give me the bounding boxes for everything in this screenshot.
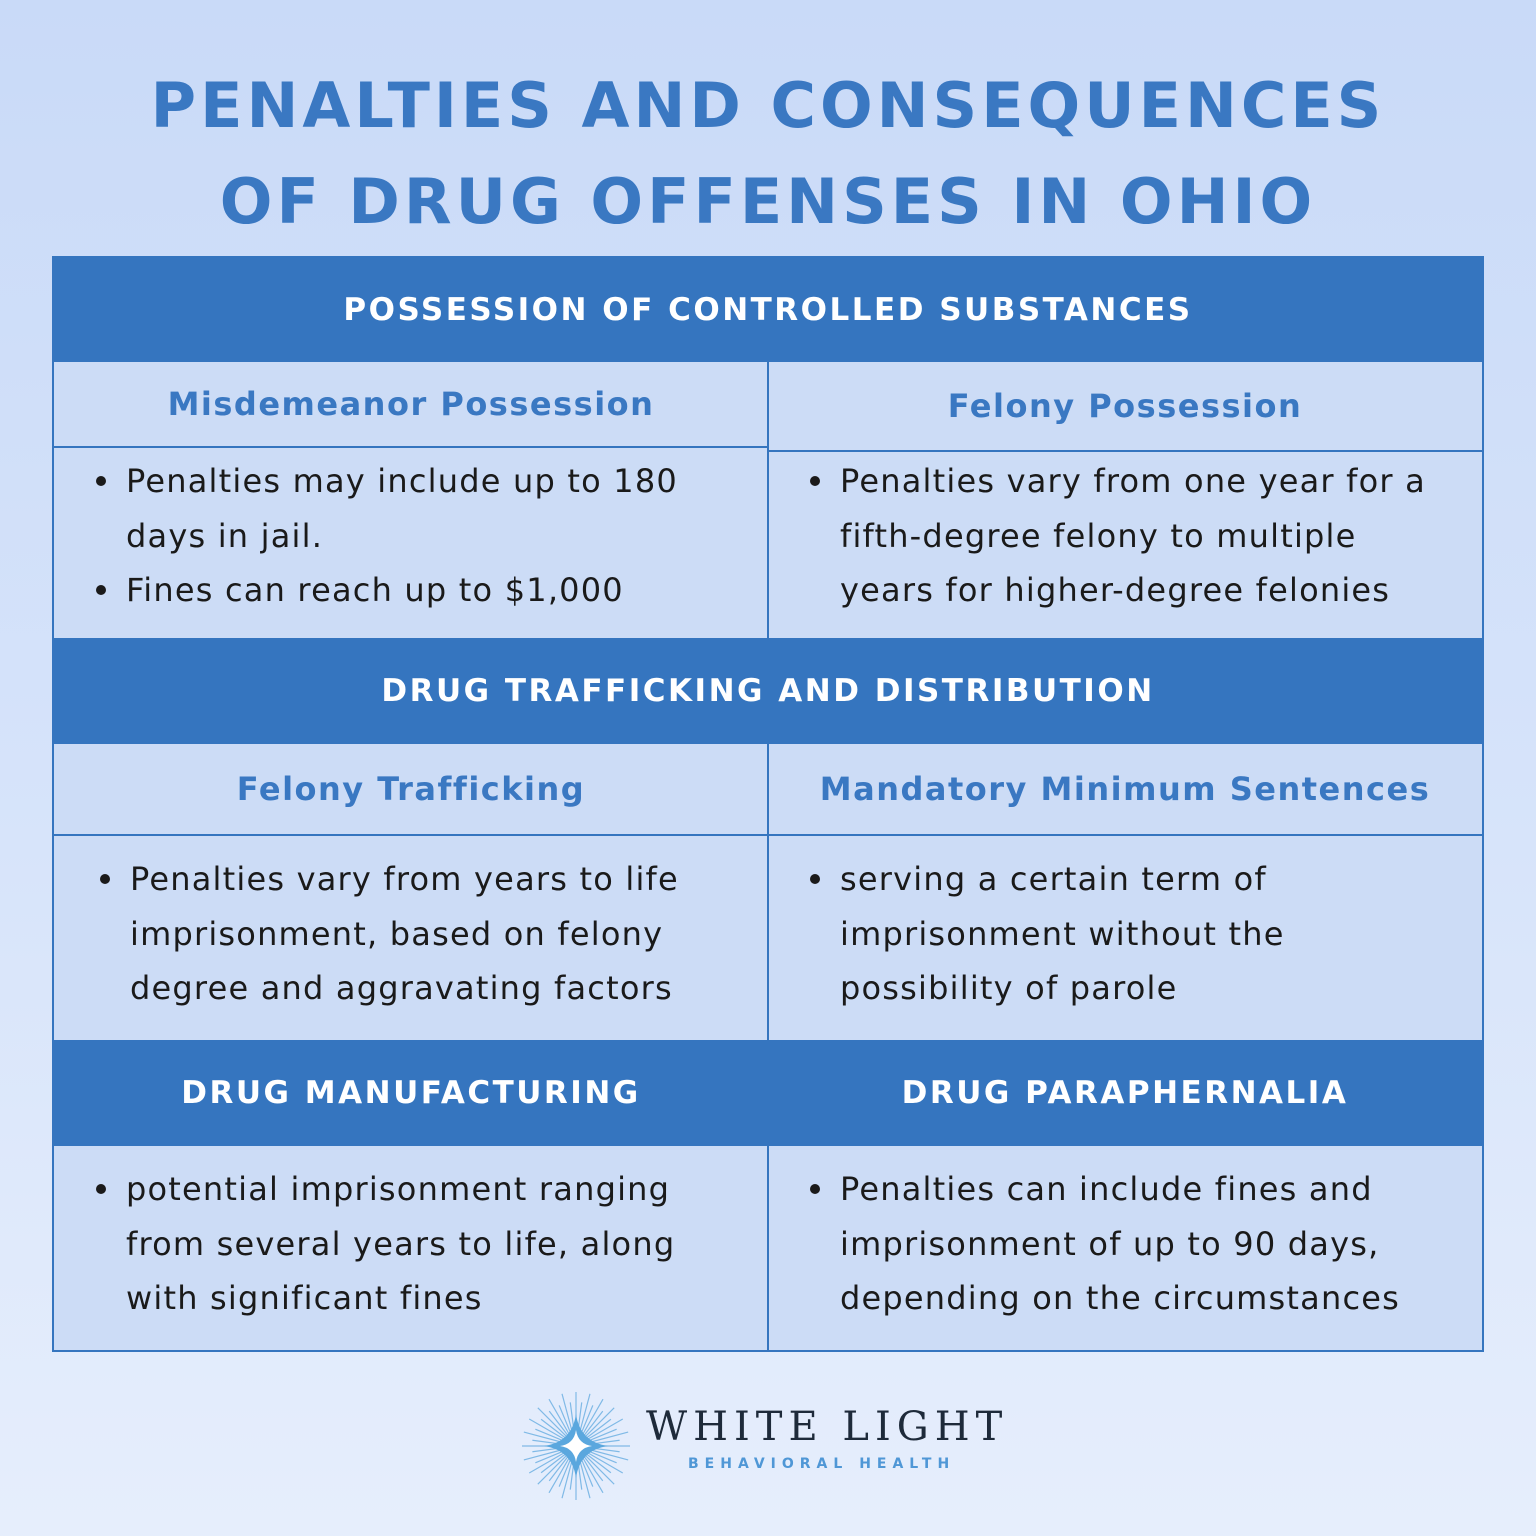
cell-felony-possession (768, 454, 1482, 618)
list-item: potential imprisonment ranging from several years to life, along with significant fines (126, 1162, 726, 1326)
section-heading-possession: POSSESSION OF CONTROLLED SUBSTANCES (54, 258, 1482, 362)
subheading-felony-possession: Felony Possession (768, 362, 1482, 452)
list-item: serving a certain term of imprisonment without the possibility of parole (840, 852, 1360, 1016)
brand-tagline: BEHAVIORAL HEALTH (688, 1456, 956, 1472)
column-divider (767, 362, 769, 638)
subheading-felony-trafficking: Felony Trafficking (54, 744, 768, 836)
starburst-icon (520, 1390, 632, 1502)
section-heading-manufacturing: DRUG MANUFACTURING (54, 1040, 768, 1146)
page-title (0, 58, 1536, 250)
list-item: Penalties may include up to 180 days in jail. (126, 454, 726, 563)
cell-misdemeanor-possession (54, 454, 768, 618)
list-item: Penalties can include fines and imprisonment of up to 90 days, depending on the circumstances (840, 1162, 1450, 1326)
subheading-mandatory-minimum: Mandatory Minimum Sentences (768, 744, 1482, 836)
column-divider (767, 744, 769, 1040)
cell-felony-trafficking (54, 852, 768, 1016)
brand-name: WHITE LIGHT (646, 1404, 1009, 1450)
penalties-table (52, 256, 1484, 1352)
list-item: Penalties vary from years to life imprisonment, based on felony degree and aggravating factors (130, 852, 740, 1016)
list-item: Penalties vary from one year for a fifth-degree felony to multiple years for higher-degree felonies (840, 454, 1440, 618)
brand-logo (520, 1390, 1020, 1500)
cell-manufacturing (54, 1162, 768, 1326)
subheading-misdemeanor-possession: Misdemeanor Possession (54, 362, 768, 448)
page-title-line-2: OF DRUG OFFENSES IN OHIO (219, 165, 1317, 238)
column-divider (767, 1146, 769, 1350)
section-heading-paraphernalia: DRUG PARAPHERNALIA (768, 1040, 1482, 1146)
page-title-line-1: PENALTIES AND CONSEQUENCES (150, 69, 1386, 142)
cell-paraphernalia (768, 1162, 1482, 1326)
list-item: Fines can reach up to $1,000 (126, 563, 748, 618)
section-heading-trafficking: DRUG TRAFFICKING AND DISTRIBUTION (54, 638, 1482, 744)
cell-mandatory-minimum (768, 852, 1482, 1016)
